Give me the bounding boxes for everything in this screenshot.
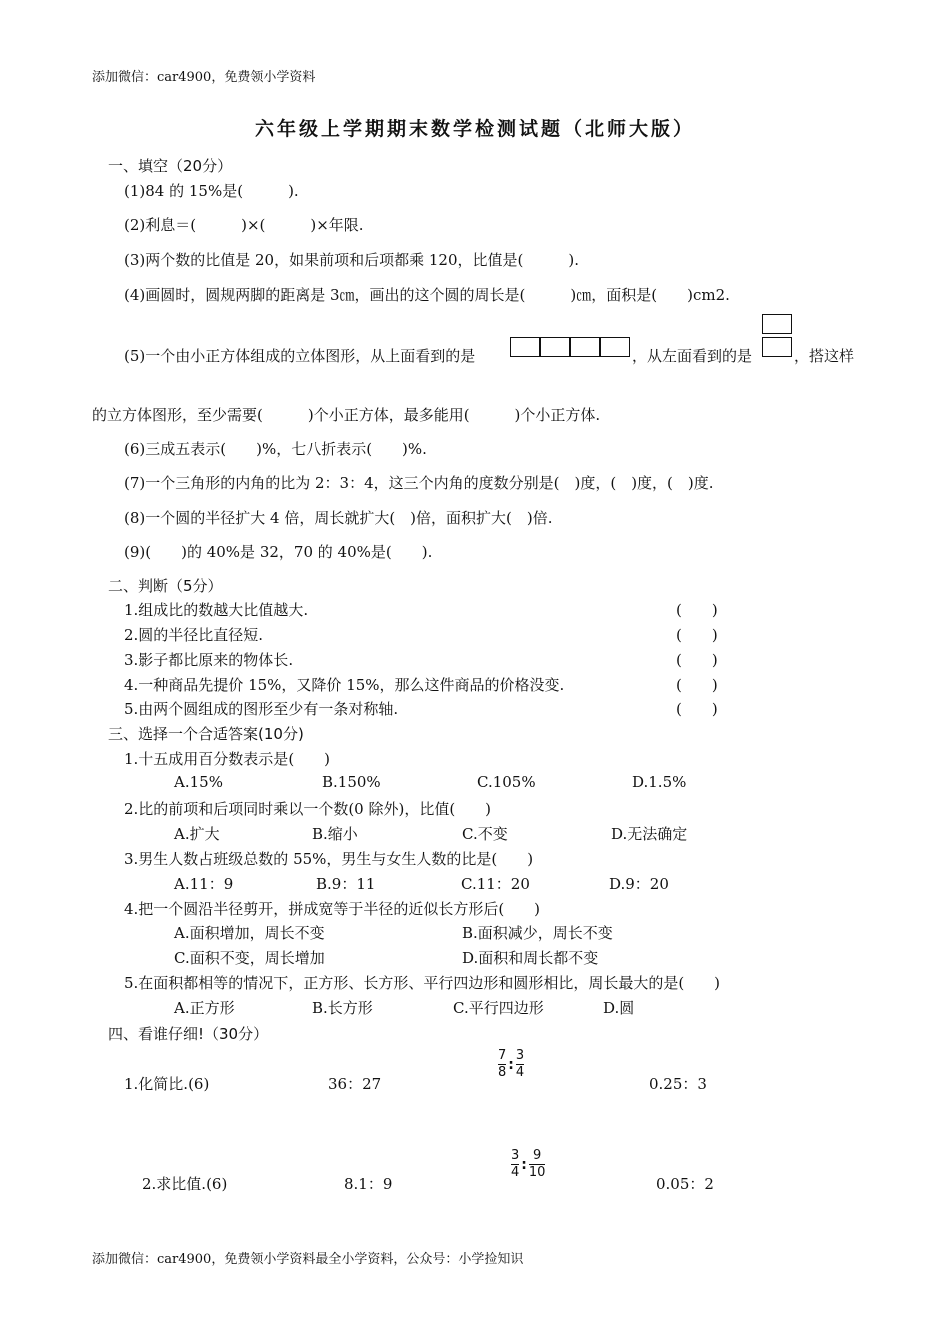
fill-q5-part-b: ，从左面看到的是 [632,347,753,365]
choice-q5-option-c: C.平行四边形 [453,999,544,1017]
choice-q2-option-d: D.无法确定 [611,825,688,843]
fraction [516,1048,524,1081]
choice-q2-option-c: C.不变 [462,825,508,843]
calc-ratio-value-1: 8.1：9 [344,1175,393,1193]
judge-item: 3.影子都比原来的物体长. [124,651,294,669]
fill-q5-part-a: (5)一个由小正方体组成的立体图形，从上面看到的是 [124,347,476,365]
judge-item: 5.由两个圆组成的图形至少有一条对称轴. [124,700,399,718]
footer-note: 添加微信：car4900，免费领小学资料最全小学资料，公众号：小学捡知识 [92,1252,524,1267]
header-note: 添加微信：car4900，免费领小学资料 [92,70,316,85]
fill-q8: (8)一个圆的半径扩大 4 倍，周长就扩大( )倍，面积扩大( )倍. [124,509,553,527]
choice-q3-option-a: A.11：9 [174,875,234,893]
top-view-square [600,337,630,357]
judge-answer-paren: ( ) [676,700,718,718]
choice-q4-option-b: B.面积减少，周长不变 [462,924,613,942]
denominator: 4 [511,1165,520,1180]
choice-q5-option-d: D.圆 [603,999,635,1017]
choice-q5: 5.在面积都相等的情况下，正方形、长方形、平行四边形和圆形相比，周长最大的是( ) [124,974,721,992]
numerator: 7 [498,1048,507,1063]
top-view-square [540,337,570,357]
fill-q5-part-d: 的立方体图形，至少需要( )个小正方体，最多能用( )个小正方体. [92,406,601,424]
judge-answer-paren: ( ) [676,676,718,694]
choice-q5-option-b: B.长方形 [312,999,373,1017]
left-view-square [762,337,792,357]
section-choice-heading: 三、选择一个合适答案(10分) [108,725,304,743]
calc-simplify-fraction-ratio [498,1048,524,1081]
calc-ratio-value-fraction-ratio [511,1148,545,1181]
numerator: 3 [515,1048,525,1063]
fill-q2: (2)利息＝( )×( )×年限. [124,216,364,234]
fraction [529,1148,546,1181]
fill-q4: (4)画圆时，圆规两脚的距离是 3㎝，画出的这个圆的周长是( )㎝，面积是( )cm2. [124,286,730,304]
fraction [498,1048,506,1081]
numerator: 3 [511,1148,520,1163]
judge-answer-paren: ( ) [676,601,718,619]
choice-q5-option-a: A.正方形 [174,999,235,1017]
choice-q4-option-d: D.面积和周长都不变 [462,949,599,967]
judge-answer-paren: ( ) [676,651,718,669]
choice-q4-option-c: C.面积不变，周长增加 [174,949,325,967]
denominator: 4 [515,1065,525,1080]
choice-q1-option-c: C.105% [477,773,536,791]
section-fill-heading: 一、填空（20分） [108,157,233,175]
calc-simplify-ratio-3: 0.25：3 [649,1075,707,1093]
numerator: 9 [533,1148,542,1163]
choice-q3: 3.男生人数占班级总数的 55%，男生与女生人数的比是( ) [124,850,534,868]
choice-q3-option-d: D.9：20 [609,875,669,893]
judge-item: 4.一种商品先提价 15%，又降价 15%，那么这件商品的价格没变. [124,676,565,694]
top-view-square [510,337,540,357]
judge-item: 2.圆的半径比直径短. [124,626,264,644]
fill-q6: (6)三成五表示( )%，七八折表示( )%. [124,440,427,458]
top-view-square [570,337,600,357]
choice-q2-option-b: B.缩小 [312,825,358,843]
section-calc-heading: 四、看谁仔细!（30分） [108,1025,269,1043]
page-title: 六年级上学期期末数学检测试题（北师大版） [254,118,695,140]
fill-q3: (3)两个数的比值是 20，如果前项和后项都乘 120，比值是( ). [124,251,579,269]
choice-q2: 2.比的前项和后项同时乘以一个数(0 除外)，比值( ) [124,800,492,818]
ratio-colon: : [508,1056,514,1073]
fill-q1: (1)84 的 15%是( ). [124,182,299,200]
calc-ratio-value-3: 0.05：2 [656,1175,714,1193]
choice-q1-option-a: A.15% [174,773,223,791]
fill-q7: (7)一个三角形的内角的比为 2：3：4，这三个内角的度数分别是( )度，( )度，( )度. [124,474,714,492]
ratio-colon: : [521,1156,527,1173]
left-view-square [762,314,792,334]
choice-q1-option-d: D.1.5% [632,773,687,791]
choice-q3-option-c: C.11：20 [461,875,530,893]
calc-simplify-label: 1.化简比.(6) [124,1075,210,1093]
choice-q2-option-a: A.扩大 [174,825,220,843]
denominator: 10 [528,1165,546,1180]
judge-item: 1.组成比的数越大比值越大. [124,601,309,619]
fill-q9: (9)( )的 40%是 32，70 的 40%是( ). [124,543,433,561]
choice-q4: 4.把一个圆沿半径剪开，拼成宽等于半径的近似长方形后( ) [124,900,541,918]
denominator: 8 [498,1065,507,1080]
choice-q3-option-b: B.9：11 [316,875,376,893]
calc-simplify-ratio-1: 36：27 [328,1075,382,1093]
calc-ratio-value-label: 2.求比值.(6) [142,1175,228,1193]
choice-q4-option-a: A.面积增加，周长不变 [174,924,325,942]
fraction [511,1148,519,1181]
judge-answer-paren: ( ) [676,626,718,644]
fill-q5-part-c: ，搭这样 [794,347,855,365]
section-judge-heading: 二、判断（5分） [108,577,223,595]
choice-q1-option-b: B.150% [322,773,381,791]
choice-q1: 1.十五成用百分数表示是( ) [124,750,331,768]
